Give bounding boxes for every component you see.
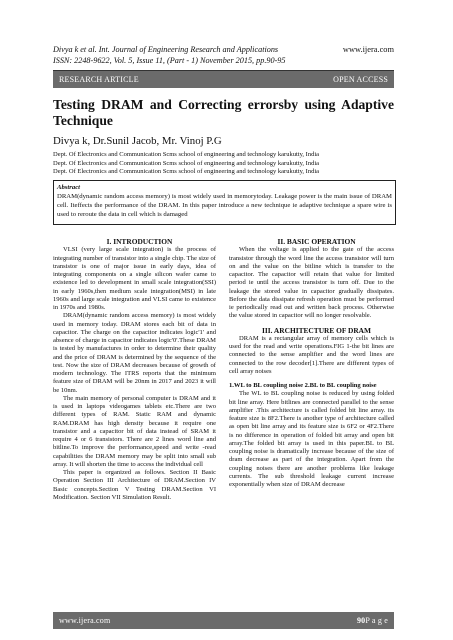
footer-site-link[interactable]: www.ijera.com <box>59 616 111 625</box>
right-column <box>229 238 394 489</box>
section-heading-architecture: III. ARCHITECTURE OF DRAM <box>262 325 371 335</box>
abstract-label: Abstract <box>57 184 81 191</box>
affiliation-1: Dept. Of Electronics and Communication Scms school of engineering and technology karukutty, India <box>53 151 320 158</box>
citation-line-1: Divya k et al. Int. Journal of Engineering Research and Applications <box>53 45 279 54</box>
article-type-banner <box>53 70 394 88</box>
page-number <box>357 616 388 625</box>
affiliation-3: Dept. Of Electronics and Communication Scms school of engineering and technology karukutty, India <box>53 168 320 176</box>
page-number-label: P a g e <box>365 616 388 625</box>
open-access-label: OPEN ACCESS <box>333 75 388 84</box>
intro-paragraph: The main memory of personal computer is DRAM and it is used in laptops videogames tablets etc.There are two different types of RAM. Static RAM and dynamic RAM.DRAM has high density because it require one transistor and a capacitor bit of data instead of SRAM it require 4 or 6 transistors. There are 2 lines word line and bitline.To improve the performance,speed and write -read capabilities the DRAM memory may be split into small sub array. It will shorten the time to access the individual cell <box>53 394 216 468</box>
abstract-text: DRAM(dynamic random access memory) is most widely used in memorytoday. Leakage power is the main issue of DRAM cell. Iteffects the performance of the DRAM. In this paper introduce a new technique ie adaptive technique a spare wire is used to reroute the data in cell which is damaged <box>57 193 392 218</box>
affiliation-2: Dept. Of Electronics and Communication Scms school of engineering and technology karukutty, India <box>53 159 320 167</box>
abstract-box <box>53 180 396 225</box>
paper-title: Testing DRAM and Correcting errorsby using Adaptive Technique <box>53 97 394 128</box>
footer-bar <box>53 612 394 629</box>
citation-line-2: ISSN: 2248-9622, Vol. 5, Issue 11, (Part - 1) November 2015, pp.90-95 <box>53 56 286 65</box>
section-heading-introduction: I. INTRODUCTION <box>106 237 173 246</box>
intro-paragraph: VLSI (very large scale integration) is the process of integrating number of transistor into a single chip. The size of transistor is one of major issue in early days, idea of integrating components on a single silicon wafer came to existence led to development in small scale integration(SSI) in early 1960s,then medium scale integration(MSI) in late 1960s and large scale integration and VLSI came to existence in 1970s and 1980s. <box>53 246 216 311</box>
article-type-label: RESEARCH ARTICLE <box>59 75 139 84</box>
intro-paragraph: This paper is organized as follows. Section II Basic Operation Section III Architecture of DRAM.Section IV Basic concepts.Section V Testing DRAM.Section VI Modification. Section VII Simulation Result. <box>53 469 216 501</box>
architecture-paragraph: DRAM is a rectangular array of memory cells which is used for the read and write operations.FIG 1-the bit lines are connected to the sense amplifier and the word lines are connected to the row decoder[1].There are different types of cell array noises <box>229 334 394 375</box>
section-heading-basic-operation: II. BASIC OPERATION <box>277 237 356 246</box>
basic-operation-paragraph: When the voltage is applied to the gate of the access transistor through the word line the access transistor will turn on and the value on the bitline which is transfer to the capacitor. The capacitor will retain that value for limited period ie until the access transistor is turn off. Due to the leakage the stored value in capacitor gradually dissipates. Before the data dissipate refresh operation must be performed ie periodically read out and written back process. Otherwise the value stored in capacitor will no longer resolvable. <box>229 246 394 320</box>
journal-site-link[interactable]: www.ijera.com <box>342 45 394 54</box>
left-column <box>53 238 216 502</box>
intro-paragraph: DRAM(dynamic random access memory) is most widely used in memory today. DRAM stores each bit of data in capacitor. The charge on the capacitor indicates logic'1' and absence of charge in capacitor indicates logic'0'.These DRAM is tested by manufactures in order to determine their quality and the price of DRAM is determined by the sequence of the test. Now the size of DRAM decreases because of growth of modern technology. The ITRS reports that the minimum feature size of DRAM will be 20nm in 2017 and 2023 it will be 10nm. <box>53 312 216 394</box>
subsection-heading-coupling-noise: 1.WL to BL coupling noise 2.BL to BL coupling noise <box>229 382 377 389</box>
coupling-noise-paragraph: The WL to BL coupling noise is reduced by using folded bit line array. Here bitlines are connected parallel to the sense amplifier .This architecture is called folded bit line array. its feature size is 8F2.There is another type of architecture called as open bit line array and its feature size is 6F2 or 4F2.There is no difference in operation of folded bit array and open bit array.The folded bit array is used in this paper.BL to BL coupling noise is dramatically increase because of the size of dram decrease as part of the integration. Apart from the coupling noises there are another problems like leakage currents. The sub threshold leakage current increase exponentially when size of DRAM decrease <box>229 390 394 488</box>
author-list: Divya k, Dr.Sunil Jacob, Mr. Vinoj P.G <box>53 135 222 147</box>
running-header <box>53 44 394 66</box>
page-number-value: 90 <box>356 616 366 625</box>
